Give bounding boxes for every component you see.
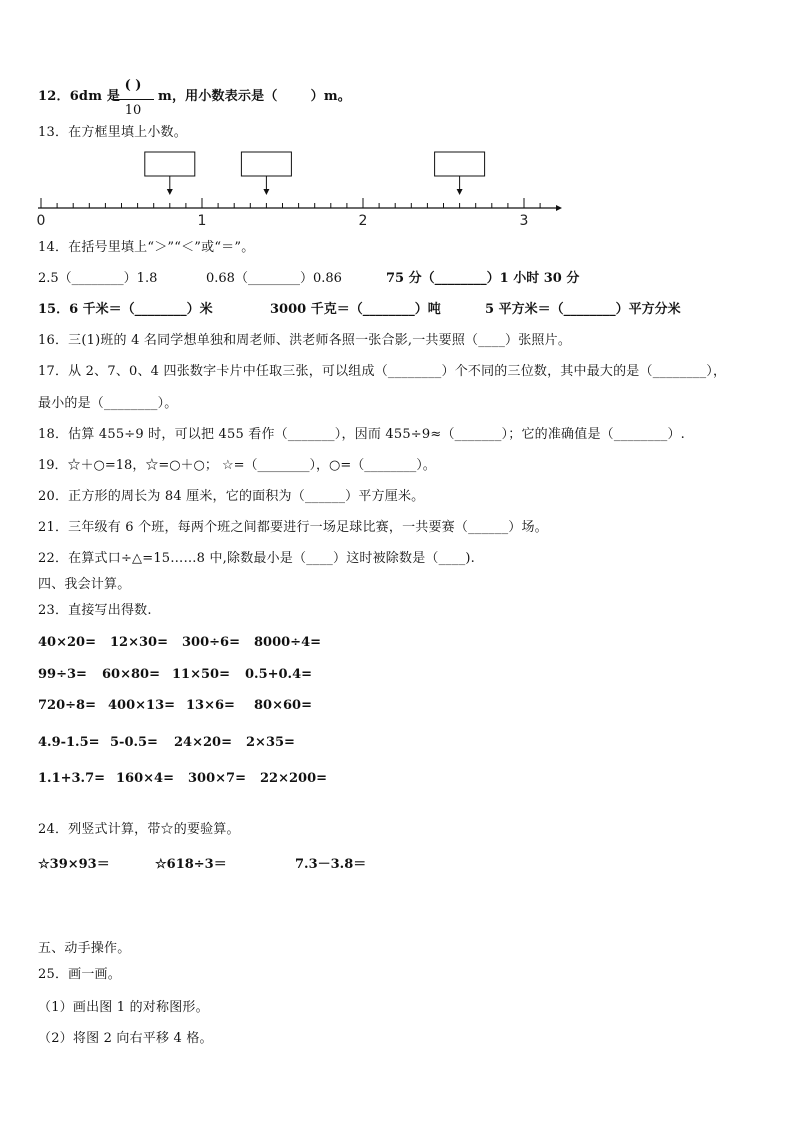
answer-box (241, 152, 291, 176)
q19-part1: 19．☆＋○=18，☆=○＋○； (38, 458, 218, 473)
calc-item: 300÷6= (182, 635, 240, 650)
fraction-bar (112, 99, 154, 100)
q24-item-3: 7.3－3.8＝ (295, 857, 367, 872)
calc-item: 8000÷4= (254, 635, 322, 650)
pointer-arrow (167, 189, 173, 195)
calc-item: 4.9-1.5= (38, 735, 100, 750)
q25-sub2: （2）将图 2 向右平移 4 格。 (38, 1031, 213, 1046)
pointer-arrow (457, 189, 463, 195)
q12-prefix: 12．6dm 是 (38, 89, 121, 104)
answer-box (145, 152, 195, 176)
section-4-heading: 四、我会计算。 (38, 577, 131, 592)
q24-item-1: ☆39×93＝ (38, 857, 110, 872)
q14-text: 14．在括号里填上“＞”“＜”或“＝”。 (38, 240, 255, 255)
calc-item: 160×4= (116, 771, 174, 786)
q14-item-1: 2.5（________）1.8 (38, 271, 158, 286)
q19-part2: ☆=（________），○=（________）。 (222, 458, 436, 473)
calc-item: 12×30= (110, 635, 168, 650)
tick-label: 3 (519, 213, 529, 229)
number-line (30, 140, 570, 230)
q25-sub1: （1）画出图 1 的对称图形。 (38, 1000, 209, 1015)
q14-item-2: 0.68（________）0.86 (206, 271, 342, 286)
calc-item: 99÷3= (38, 667, 87, 682)
q13-text: 13．在方框里填上小数。 (38, 125, 187, 140)
q17-line1: 17．从 2、7、0、4 四张数字卡片中任取三张，可以组成（________）个不同的三位数，其中最大的是（________）， (38, 364, 727, 379)
calc-item: 2×35= (246, 735, 295, 750)
pointer-arrow (263, 189, 269, 195)
calc-item: 22×200= (260, 771, 328, 786)
q15-item-2: 3000 千克＝（________）吨 (270, 302, 441, 317)
tick-label: 2 (358, 213, 368, 229)
q23-title: 23．直接写出得数. (38, 603, 152, 618)
q14-item-3: 75 分（________）1 小时 30 分 (386, 271, 580, 286)
tick-label: 0 (36, 213, 46, 229)
q17-line2: 最小的是（________）。 (38, 396, 178, 411)
calc-item: 40×20= (38, 635, 96, 650)
calc-item: 1.1+3.7= (38, 771, 106, 786)
q21-text: 21．三年级有 6 个班，每两个班之间都要进行一场足球比赛，一共要赛（______）场。 (38, 520, 548, 535)
calc-item: 80×60= (254, 698, 312, 713)
calc-item: 24×20= (174, 735, 232, 750)
fraction-numerator: ( ) (124, 78, 142, 93)
calc-item: 5-0.5= (110, 735, 158, 750)
q16-text: 16．三(1)班的 4 名同学想单独和周老师、洪老师各照一张合影,一共要照（____）张照片。 (38, 333, 572, 348)
calc-item: 0.5+0.4= (245, 667, 313, 682)
q15-item-3: 5 平方米＝（________）平方分米 (485, 302, 681, 317)
q25-title: 25．画一画。 (38, 967, 121, 982)
calc-item: 720÷8= (38, 698, 96, 713)
q24-title: 24．列竖式计算，带☆的要验算。 (38, 822, 240, 837)
calc-item: 11×50= (172, 667, 230, 682)
axis-arrow (556, 205, 562, 211)
calc-item: 300×7= (188, 771, 246, 786)
calc-item: 400×13= (108, 698, 176, 713)
answer-box (435, 152, 485, 176)
q24-item-2: ☆618÷3＝ (155, 857, 227, 872)
calc-item: 13×6= (186, 698, 235, 713)
q22-text: 22．在算式口÷△=15……8 中,除数最小是（____）这时被除数是（____). (38, 551, 476, 566)
fraction-denominator: 10 (124, 103, 142, 118)
q20-text: 20．正方形的周长为 84 厘米，它的面积为（______）平方厘米。 (38, 489, 425, 504)
q18-text: 18．估算 455÷9 时，可以把 455 看作（_______），因而 455÷9≈（_______）；它的准确值是（________）. (38, 427, 685, 442)
q12-suffix: m，用小数表示是（ ）m。 (158, 89, 351, 104)
calc-item: 60×80= (102, 667, 160, 682)
q15-item-1: 15．6 千米＝（________）米 (38, 302, 213, 317)
section-5-heading: 五、动手操作。 (38, 941, 131, 956)
tick-label: 1 (197, 213, 207, 229)
q12-fraction (112, 78, 154, 122)
